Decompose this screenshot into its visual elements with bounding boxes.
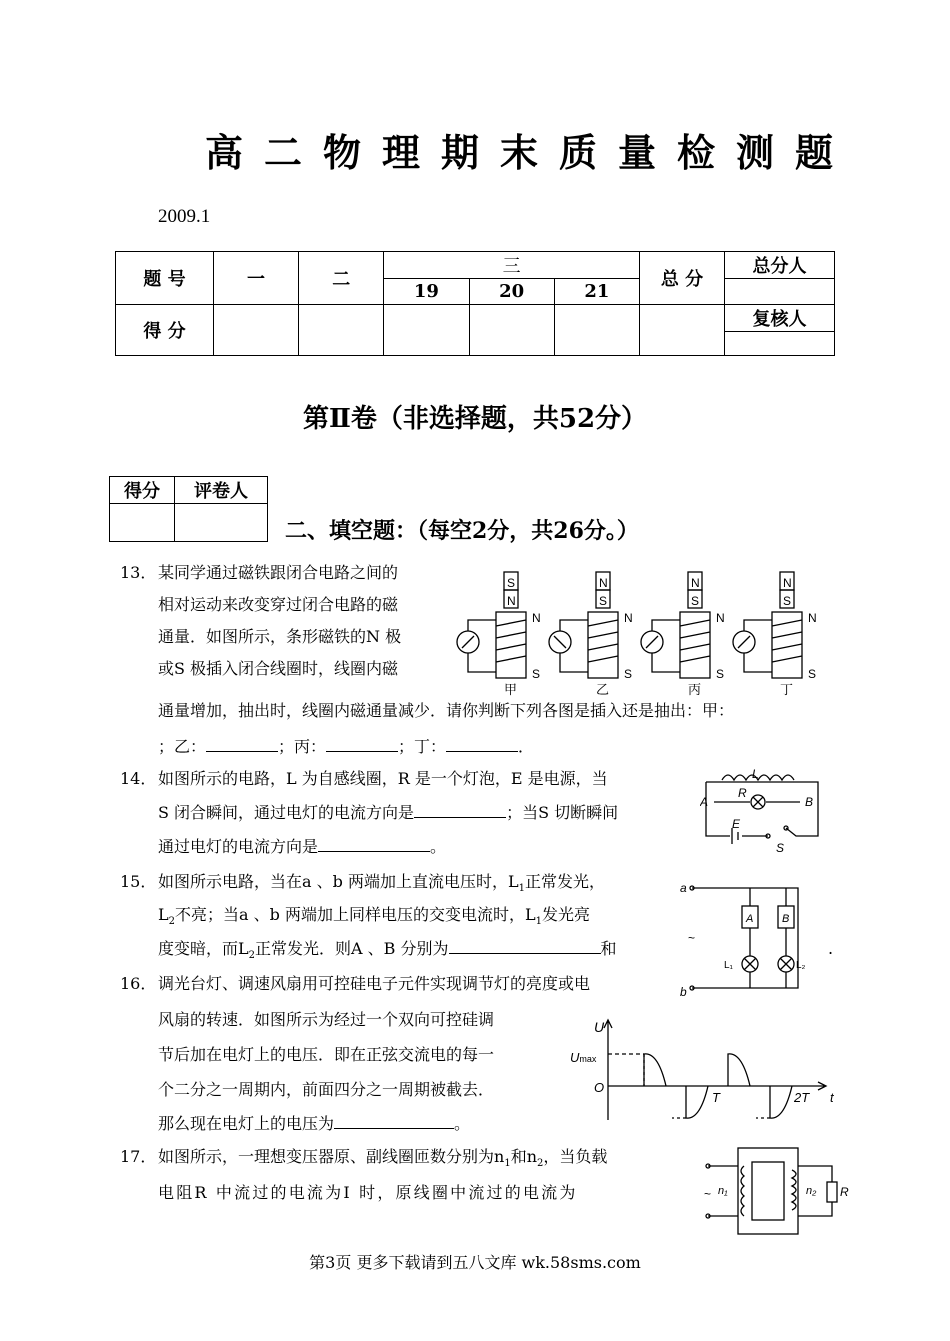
q14-line1: 如图所示的电路，L 为自感线圈，R 是一个灯泡，E 是电源，当 [158, 769, 608, 788]
q17-sub2: 2 [537, 1158, 544, 1170]
header-21: 21 [554, 279, 639, 305]
q15-dot: . [828, 939, 834, 958]
q17-line1a: 如图所示，一理想变压器原、副线圈匝数分别为n [158, 1147, 505, 1166]
svg-text:S: S [783, 594, 792, 608]
q13-magnet-figure [452, 562, 832, 700]
svg-text:N: N [532, 611, 541, 625]
svg-text:N: N [691, 576, 700, 590]
svg-text:L: L [752, 767, 759, 781]
svg-text:~: ~ [704, 1187, 712, 1201]
q14-num: 14． [120, 769, 157, 788]
header-san: 三 [384, 252, 640, 279]
score-table [115, 251, 835, 356]
header-defen: 得 分 [116, 305, 214, 356]
svg-text:R: R [840, 1185, 849, 1199]
q16-line5a: 那么现在电灯上的电压为 [158, 1114, 335, 1133]
q17-line1c: ，当负载 [543, 1147, 608, 1166]
q15-sub2: 2 [168, 916, 175, 928]
q15-line2a: L [158, 905, 169, 924]
fuheren-cell [725, 332, 835, 356]
q16-blank[interactable] [334, 1110, 454, 1129]
score-cell-er [299, 305, 384, 356]
header-fuheren: 复核人 [725, 305, 835, 332]
svg-text:N: N [507, 594, 516, 608]
q13-label-ding: 丁 [780, 682, 794, 697]
svg-text:n₁: n₁ [718, 1185, 728, 1197]
svg-text:b: b [680, 985, 687, 998]
score-cell-total [639, 305, 724, 356]
fill-heading: 二、填空题：（每空2分，共26分。） [285, 518, 639, 544]
zongfenren-cell [725, 279, 835, 305]
grader-pingjuanren-cell [175, 504, 268, 542]
exam-date: 2009.1 [158, 206, 211, 227]
q15-line2c: 发光亮 [541, 905, 590, 924]
svg-text:T: T [712, 1090, 720, 1105]
svg-text:A: A [700, 795, 709, 809]
q15-line3b: 正常发光．则A 、B 分别为 [255, 939, 449, 958]
header-zongfenren: 总分人 [725, 252, 835, 279]
svg-text:O: O [594, 1080, 605, 1095]
section-title: 第Ⅱ卷（非选择题，共52分） [302, 404, 648, 434]
grader-defen: 得分 [110, 477, 175, 504]
q13-label-bing: 丙 [688, 682, 702, 697]
q16-num: 16． [120, 974, 157, 993]
q13-blank-yi[interactable] [206, 733, 278, 752]
q16-line3: 节后加在电灯上的电压．即在正弦交流电的每一 [158, 1045, 495, 1064]
svg-text:N: N [624, 611, 633, 625]
q15-line1b: 正常发光， [524, 872, 605, 891]
svg-text:S: S [624, 667, 633, 681]
score-cell-19 [384, 305, 469, 356]
svg-text:E: E [732, 817, 741, 831]
q14-blank2[interactable] [318, 833, 430, 852]
svg-text:U: U [594, 1019, 605, 1035]
svg-text:S: S [532, 667, 541, 681]
header-er: 二 [299, 252, 384, 305]
q15-line3a: 度变暗，而L [158, 939, 249, 958]
q13-line1: 某同学通过磁铁跟闭合电路之间的 [158, 563, 399, 582]
svg-text:n₂: n₂ [806, 1185, 817, 1197]
q13-semi-yi: ；乙： [158, 737, 207, 756]
q17-line1b: 和n [510, 1147, 537, 1166]
q14-line3b: 。 [430, 837, 447, 856]
svg-text:a: a [680, 881, 687, 895]
header-20: 20 [469, 279, 554, 305]
q15-sub1b: 1 [535, 916, 542, 928]
q13-num: 13． [120, 563, 157, 582]
q13-end: ． [518, 737, 535, 756]
svg-text:B: B [782, 913, 790, 925]
q15-line1a: 如图所示电路，当在a 、b 两端加上直流电压时，L [158, 872, 519, 891]
q16-line1: 调光台灯、调速风扇用可控硅电子元件实现调节灯的亮度或电 [158, 974, 591, 993]
page-title: 高二物理期末质量检测题 [205, 130, 855, 175]
svg-text:L₁: L₁ [724, 960, 733, 971]
svg-text:~: ~ [688, 931, 696, 945]
header-yi: 一 [213, 252, 298, 305]
q13-semi-ding: ；丁： [398, 737, 447, 756]
q16-line5b: 。 [454, 1114, 471, 1133]
score-cell-20 [469, 305, 554, 356]
q17-line2: 电阻R 中流过的电流为I 时，原线圈中流过的电流为 [158, 1183, 578, 1202]
q13-line2: 相对运动来改变穿过闭合电路的磁 [158, 595, 399, 614]
svg-text:N: N [716, 611, 725, 625]
q15-blank1[interactable] [449, 935, 601, 954]
q14-line2a: S 闭合瞬间，通过电灯的电流方向是 [158, 803, 415, 822]
q15-line3c: 和 [600, 939, 617, 958]
q17-transformer-figure [700, 1140, 860, 1240]
grader-pingjuanren: 评卷人 [175, 477, 268, 504]
q15-circuit-figure [680, 876, 810, 998]
svg-text:A: A [746, 913, 754, 925]
header-19: 19 [384, 279, 469, 305]
svg-text:N: N [808, 611, 817, 625]
svg-text:B: B [805, 795, 814, 809]
score-cell-21 [554, 305, 639, 356]
svg-text:t: t [830, 1090, 834, 1105]
q14-blank1[interactable] [414, 799, 506, 818]
q16-waveform-figure [568, 1016, 843, 1126]
grader-defen-cell [110, 504, 175, 542]
svg-text:S: S [691, 594, 700, 608]
svg-text:S: S [507, 576, 516, 590]
svg-text:S: S [716, 667, 725, 681]
q13-line3: 通量．如图所示，条形磁铁的N 极 [158, 627, 402, 646]
svg-text:L₂: L₂ [796, 960, 806, 971]
score-cell-yi [213, 305, 298, 356]
svg-text:R: R [738, 786, 747, 800]
q15-sub2b: 2 [248, 950, 256, 962]
q14-circuit-figure [700, 766, 825, 856]
svg-text:S: S [776, 841, 785, 855]
q15-num: 15． [120, 872, 157, 891]
q13-label-jia: 甲 [504, 682, 518, 697]
q13-line5: 通量增加，抽出时，线圈内磁通量减少．请你判断下列各图是插入还是抽出：甲： [158, 701, 735, 720]
header-zongfen: 总 分 [639, 252, 724, 305]
svg-text:2T: 2T [794, 1090, 810, 1105]
q13-label-yi: 乙 [596, 682, 610, 697]
q16-line2: 风扇的转速．如图所示为经过一个双向可控硅调 [158, 1010, 495, 1029]
q13-blank-bing[interactable] [326, 733, 398, 752]
q14-line3a: 通过电灯的电流方向是 [158, 837, 319, 856]
q17-sub1: 1 [504, 1158, 511, 1170]
q15-sub1: 1 [518, 883, 525, 895]
svg-text:Umax: Umax [570, 1050, 597, 1065]
q13-line4: 或S 极插入闭合线圈时，线圈内磁 [158, 659, 399, 678]
q17-num: 17． [120, 1147, 157, 1166]
svg-text:N: N [783, 576, 792, 590]
svg-text:N: N [599, 576, 608, 590]
q13-semi-bing: ；丙： [278, 737, 327, 756]
q15-line2b: 不亮；当a 、b 两端加上同样电压的交变电流时，L [175, 905, 536, 924]
q14-line2b: ；当S 切断瞬间 [506, 803, 619, 822]
grader-table [109, 476, 268, 542]
header-tihao: 题 号 [116, 252, 214, 305]
q13-blank-ding[interactable] [446, 733, 518, 752]
svg-text:S: S [599, 594, 608, 608]
page-footer: 第3页 更多下载请到五八文库 wk.58sms.com [309, 1253, 641, 1272]
svg-text:S: S [808, 667, 817, 681]
q16-line4: 个二分之一周期内，前面四分之一周期被截去． [158, 1080, 495, 1099]
